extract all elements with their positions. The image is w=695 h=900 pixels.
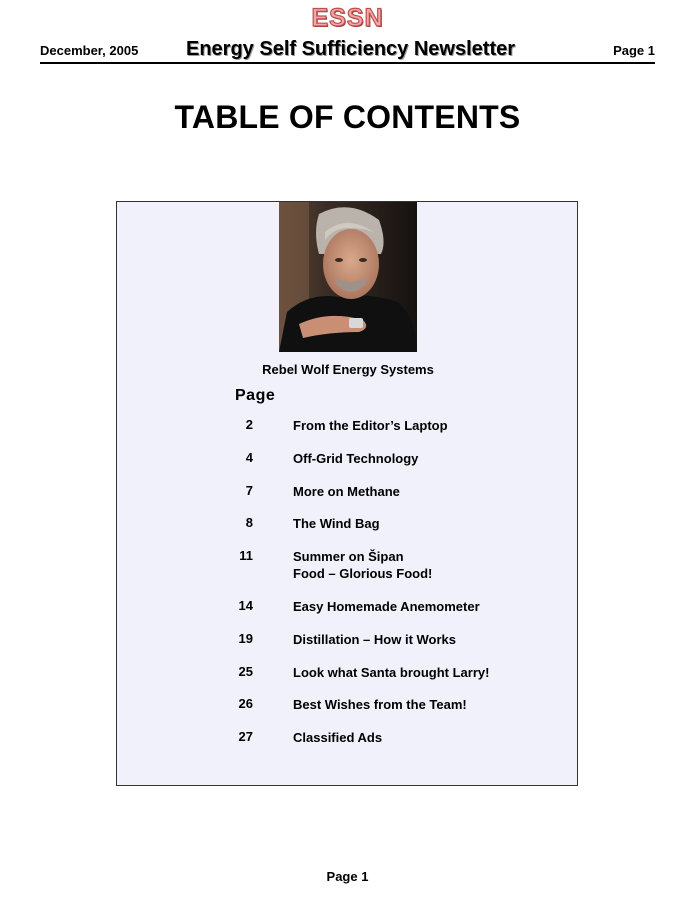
toc-page-number: 19 — [238, 631, 253, 646]
toc-article-title: Summer on Šipan — [293, 549, 404, 564]
essn-logo: ESSN — [311, 4, 384, 32]
toc-article-title: The Wind Bag — [293, 516, 380, 531]
header-page-number: Page 1 — [613, 43, 655, 58]
toc-article-title: Look what Santa brought Larry! — [293, 665, 490, 680]
toc-article-title: Distillation – How it Works — [293, 632, 457, 647]
toc-page-number: 25 — [238, 664, 253, 679]
photo-caption: Rebel Wolf Energy Systems — [262, 362, 434, 377]
toc-article-title: Easy Homemade Anemometer — [293, 599, 480, 614]
toc-article-title: More on Methane — [293, 484, 400, 499]
page-title: TABLE OF CONTENTS — [174, 99, 521, 135]
toc-list — [117, 202, 579, 787]
toc-article-subtitle: Food – Glorious Food! — [293, 566, 433, 581]
newsletter-header — [40, 40, 655, 64]
toc-article-title: From the Editor’s Laptop — [293, 418, 448, 433]
toc-page-number: 8 — [245, 515, 253, 530]
footer-page-number: Page 1 — [326, 869, 369, 884]
toc-page-number: 11 — [239, 548, 253, 563]
toc-page-number: 2 — [245, 417, 253, 432]
toc-page-number: 14 — [238, 598, 253, 613]
toc-page-number: 27 — [238, 729, 253, 744]
issue-date: December, 2005 — [40, 43, 139, 58]
toc-page-number: 26 — [238, 696, 253, 711]
toc-article-title: Classified Ads — [293, 730, 383, 745]
contents-box — [116, 201, 578, 786]
newsletter-title: Energy Self Sufficiency Newsletter — [186, 38, 516, 60]
toc-article-title: Best Wishes from the Team! — [293, 697, 467, 712]
toc-article-title: Off-Grid Technology — [293, 451, 419, 466]
toc-page-number: 7 — [245, 483, 253, 498]
toc-page-number: 4 — [245, 450, 253, 465]
page-column-header: Page — [235, 387, 276, 404]
